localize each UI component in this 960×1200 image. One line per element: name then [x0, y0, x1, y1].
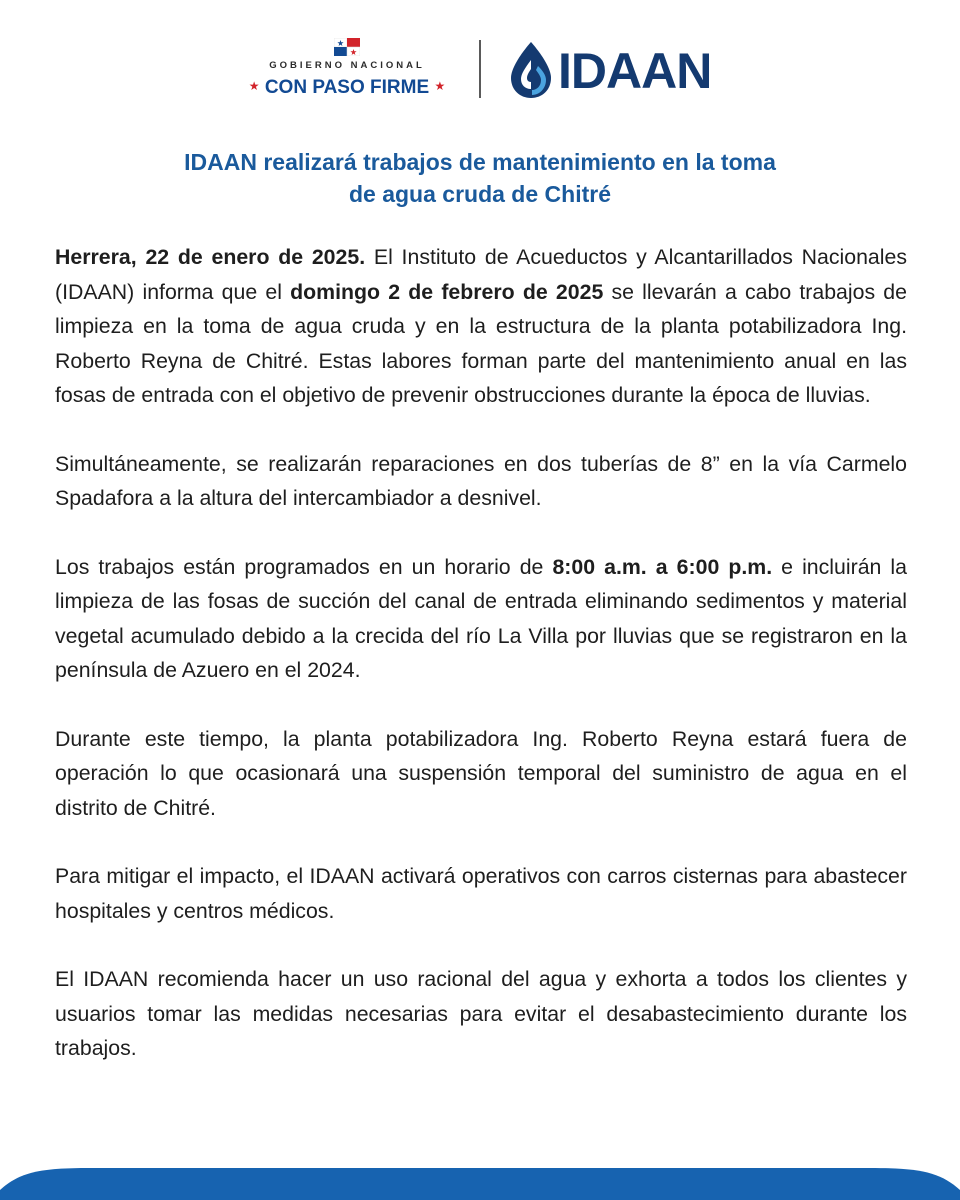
- title-line-2: de agua cruda de Chitré: [348, 181, 611, 207]
- paragraph-1-text-a: El Instituto de Acueductos y Alcantarillados Nacionales (IDAAN) informa que el: [55, 245, 908, 304]
- idaan-wordmark: IDAAN: [558, 43, 712, 99]
- dateline: Herrera, 22 de enero de 2025.: [55, 245, 366, 269]
- press-release-body: [55, 240, 907, 1100]
- paragraph-2: Simultáneamente, se realizarán reparaciones en dos tuberías de 8” en la vía Carmelo Spadafora a la altura del intercambiador a desnivel.: [55, 451, 907, 510]
- gobierno-slogan: [238, 77, 456, 99]
- header: [0, 30, 960, 110]
- gobierno-nacional-text: GOBIERNO NACIONAL: [269, 60, 425, 71]
- footer-wave: [0, 1150, 960, 1200]
- paragraph-6: El IDAAN recomienda hacer un uso racional del agua y exhorta a todos los clientes y usuarios tomar las medidas necesarias para evitar el desabastecimiento durante los trabajos.: [55, 967, 907, 1060]
- header-divider: [479, 40, 481, 98]
- work-hours: 8:00 a.m. a 6:00 p.m.: [552, 554, 773, 579]
- maintenance-date: domingo 2 de febrero de 2025: [290, 279, 604, 304]
- slogan-text: CON PASO FIRME: [264, 77, 430, 98]
- star-icon: ★: [434, 79, 446, 93]
- paragraph-1: [55, 240, 907, 413]
- gobierno-nacional-logo: [238, 38, 456, 104]
- title-line-1: IDAAN realizará trabajos de mantenimiento en la toma: [184, 149, 776, 175]
- panama-flag-icon: [334, 38, 360, 56]
- paragraph-4: Durante este tiempo, la planta potabilizadora Ing. Roberto Reyna estará fuera de operación lo que ocasionará una suspensión temporal del suministro de agua en el distrito de Chitré.: [55, 726, 907, 820]
- paragraph-5: Para mitigar el impacto, el IDAAN activará operativos con carros cisternas para abastecer hospitales y centros médicos.: [55, 864, 907, 923]
- paragraph-3: [55, 550, 907, 688]
- paragraph-3-text-b: e incluirán la limpieza de las fosas de succión del canal de entrada eliminando sedimentos y material vegetal acumulado debido a la crecida del río La Villa por lluvias que se registraron en la península de Azuero en el 2024.: [55, 554, 908, 682]
- water-drop-icon: [506, 40, 556, 100]
- paragraph-3-text-a: Los trabajos están programados en un horario de: [55, 554, 553, 579]
- press-release-title: [90, 146, 870, 210]
- paragraph-1-text-b: se llevarán a cabo trabajos de limpieza en la toma de agua cruda y en la estructura de la planta potabilizadora Ing. Roberto Reyna de Chitré. Estas labores forman parte del mantenimiento anual en las fosas de entrada con el objetivo de prevenir obstrucciones durante la época de lluvias.: [55, 279, 907, 407]
- star-icon: ★: [248, 79, 260, 93]
